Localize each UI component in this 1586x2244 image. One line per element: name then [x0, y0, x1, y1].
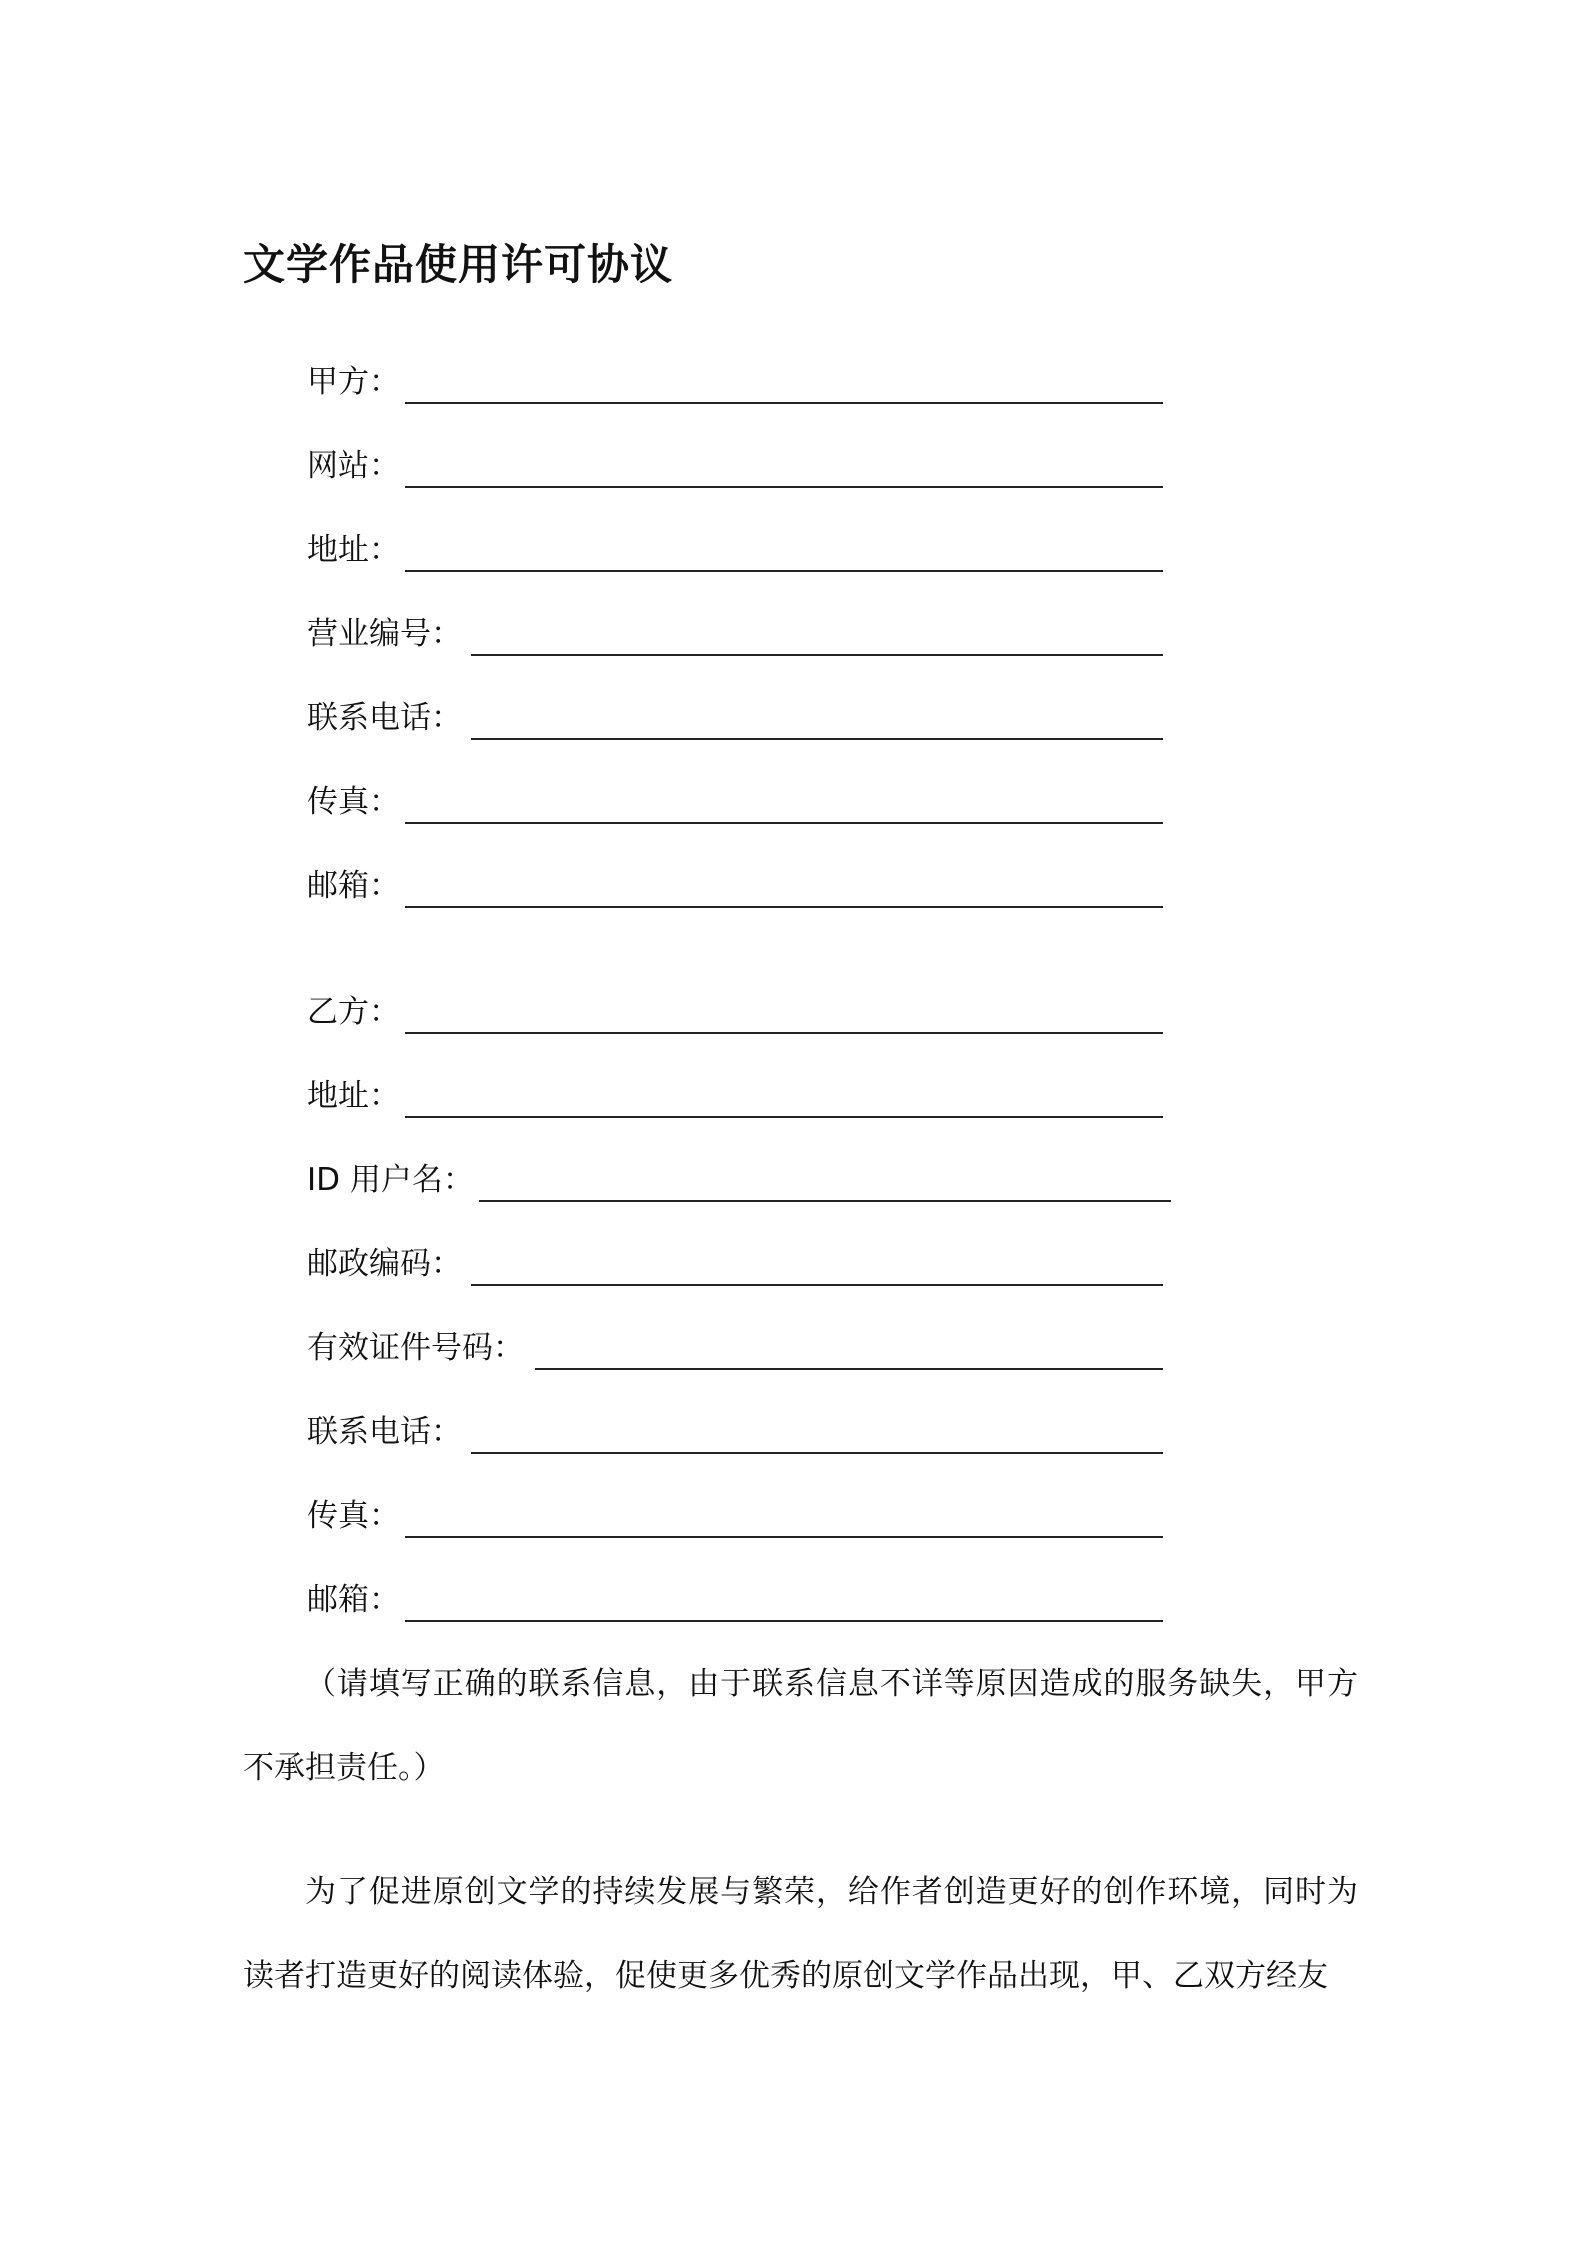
document-title: 文学作品使用许可协议 [243, 240, 674, 289]
intro-text: 为了促进原创文学的持续发展与繁荣，给作者创造更好的创作环境，同时为读者打造更好的阅读体验，促使更多优秀的原创文学作品出现，甲、乙双方经友 [243, 1874, 1358, 1994]
contact-note [243, 1642, 1358, 1810]
blank-line[interactable] [405, 822, 1163, 824]
field-label: 营业编号： [307, 616, 462, 652]
blank-line[interactable] [471, 738, 1163, 740]
blank-line[interactable] [405, 486, 1163, 488]
field-label: 乙方： [307, 994, 400, 1030]
blank-line[interactable] [405, 1116, 1163, 1118]
field-label: 甲方： [307, 364, 400, 400]
intro-paragraph [243, 1850, 1358, 2018]
blank-line[interactable] [471, 654, 1163, 656]
blank-line[interactable] [471, 1452, 1163, 1454]
blank-line[interactable] [479, 1200, 1171, 1202]
field-label: ID 用户名： [307, 1162, 474, 1198]
field-label: 有效证件号码： [307, 1330, 524, 1366]
field-label: 邮箱： [307, 868, 400, 904]
blank-line[interactable] [405, 1536, 1163, 1538]
contact-note-text: （请填写正确的联系信息，由于联系信息不详等原因造成的服务缺失，甲方不承担责任。） [243, 1666, 1358, 1786]
field-label: 邮箱： [307, 1582, 400, 1618]
field-label: 地址： [307, 1078, 400, 1114]
blank-line[interactable] [405, 1620, 1163, 1622]
blank-line[interactable] [471, 1284, 1163, 1286]
blank-line[interactable] [535, 1368, 1163, 1370]
field-label: 传真： [307, 784, 400, 820]
field-label: 联系电话： [307, 1414, 462, 1450]
field-label: 传真： [307, 1498, 400, 1534]
blank-line[interactable] [405, 1032, 1163, 1034]
field-label: 网站： [307, 448, 400, 484]
field-label: 地址： [307, 532, 400, 568]
field-label: 联系电话： [307, 700, 462, 736]
blank-line[interactable] [405, 906, 1163, 908]
field-label: 邮政编码： [307, 1246, 462, 1282]
blank-line[interactable] [405, 402, 1163, 404]
blank-line[interactable] [405, 570, 1163, 572]
